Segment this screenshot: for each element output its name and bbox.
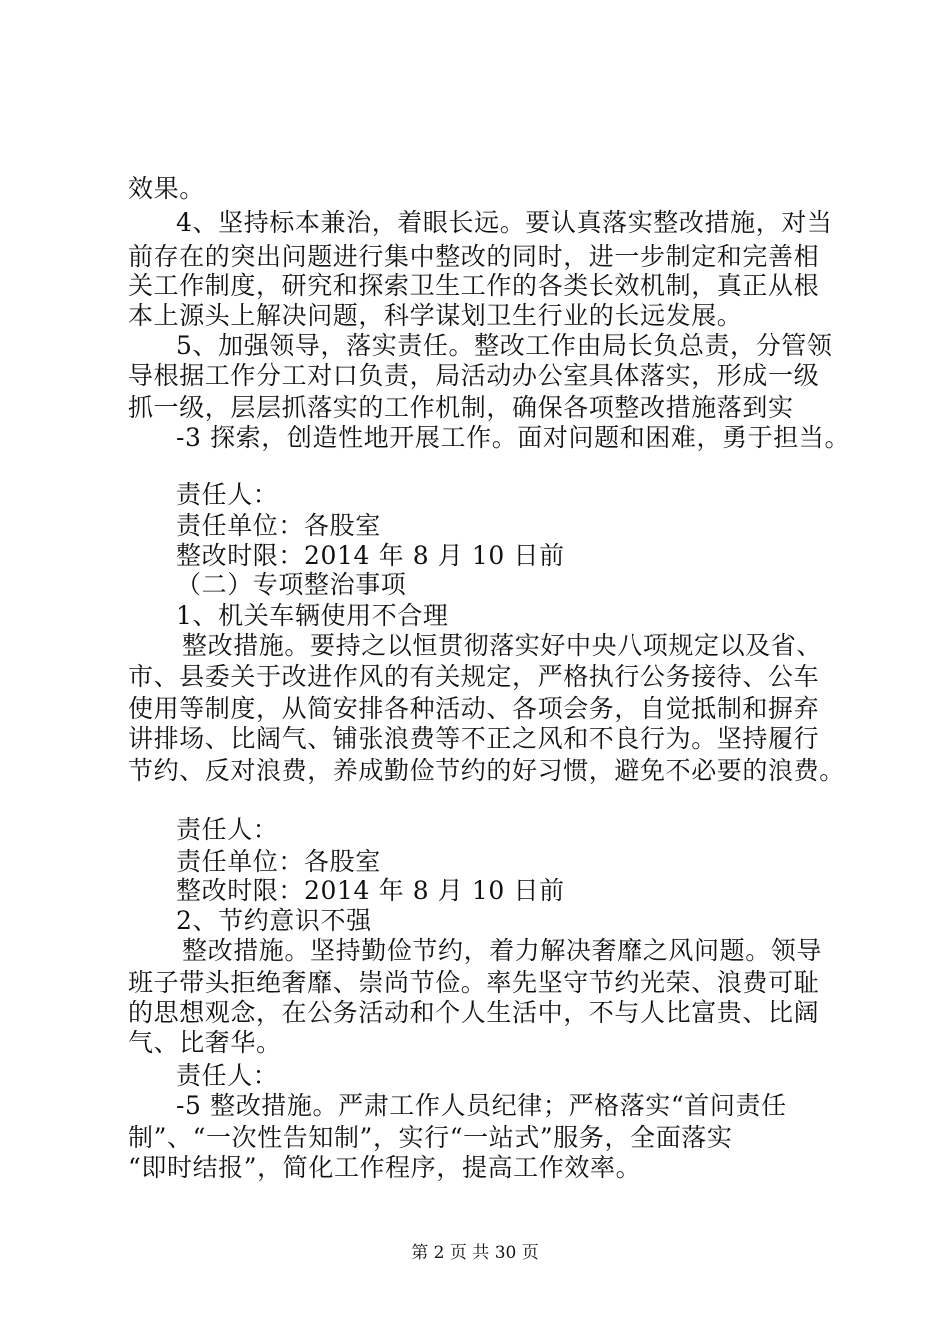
paragraph-point-4: 4、坚持标本兼治，着眼长远。要认真落实整改措施，对当 — [176, 208, 833, 237]
deadline: 整改时限：2014 年 8 月 10 日前 — [176, 876, 565, 905]
page-footer: 第 2 页 共 30 页 — [411, 1243, 539, 1263]
text-line: 前存在的突出问题进行集中整改的同时，进一步制定和完善相 — [128, 242, 820, 271]
text-line: 讲排场、比阔气、铺张浪费等不正之风和不良行为。坚持履行 — [128, 724, 820, 753]
text-line: -3 探索，创造性地开展工作。面对问题和困难，勇于担当。 — [176, 423, 851, 452]
item-heading: 2、节约意识不强 — [176, 906, 372, 935]
text-line: 市、县委关于改进作风的有关规定，严格执行公务接待、公车 — [128, 662, 820, 691]
text-line: 气、比奢华。 — [128, 1028, 282, 1057]
measures-paragraph: 整改措施。要持之以恒贯彻落实好中央八项规定以及省、 — [182, 631, 823, 660]
measures-paragraph: 整改措施。坚持勤俭节约，着力解决奢靡之风问题。领导 — [182, 936, 823, 965]
section-heading: （二）专项整治事项 — [176, 570, 407, 599]
text-line: -5 整改措施。严肃工作人员纪律；严格落实“首问责任 — [176, 1091, 787, 1120]
text-line: 节约、反对浪费，养成勤俭节约的好习惯，避免不必要的浪费。 — [128, 756, 845, 785]
deadline: 整改时限：2014 年 8 月 10 日前 — [176, 541, 565, 570]
responsible-unit: 责任单位：各股室 — [176, 847, 381, 876]
text-line: 关工作制度，研究和探索卫生工作的各类长效机制，真正从根 — [128, 271, 820, 300]
text-line: 使用等制度，从简安排各种活动、各项会务，自觉抵制和摒弃 — [128, 694, 820, 723]
responsible-person-label: 责任人： — [176, 480, 279, 509]
responsible-person-label: 责任人： — [176, 1061, 279, 1090]
text-line: “即时结报”，简化工作程序，提高工作效率。 — [128, 1153, 642, 1182]
text-line: 导根据工作分工对口负责，局活动办公室具体落实，形成一级 — [128, 361, 820, 390]
text-line: 班子带头拒绝奢靡、崇尚节俭。率先坚守节约光荣、浪费可耻 — [128, 968, 820, 997]
text-line: 本上源头上解决问题，科学谋划卫生行业的长远发展。 — [128, 301, 743, 330]
text-line: 制”、“一次性告知制”，实行“一站式”服务，全面落实 — [128, 1123, 733, 1152]
text-line: 抓一级，层层抓落实的工作机制，确保各项整改措施落到实 — [128, 393, 794, 422]
responsible-unit: 责任单位：各股室 — [176, 511, 381, 540]
text-line: 的思想观念，在公务活动和个人生活中，不与人比富贵、比阔 — [128, 998, 820, 1027]
paragraph-point-5: 5、加强领导，落实责任。整改工作由局长负总责，分管领 — [176, 331, 833, 360]
text-line: 效果。 — [128, 174, 205, 203]
item-heading: 1、机关车辆使用不合理 — [176, 601, 449, 630]
responsible-person-label: 责任人： — [176, 815, 279, 844]
